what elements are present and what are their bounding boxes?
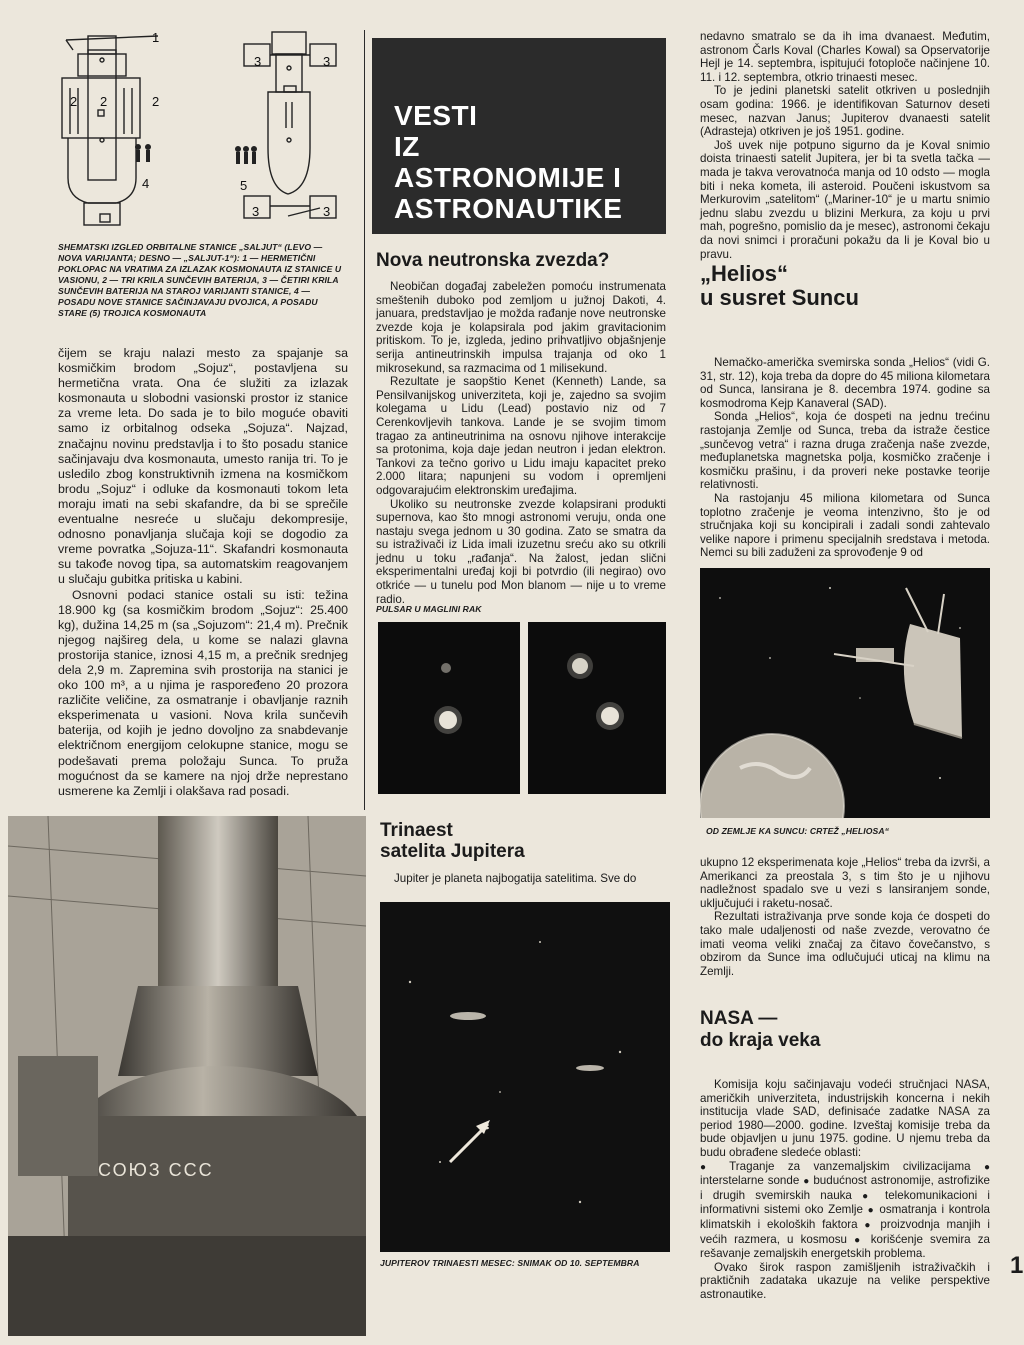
paragraph: To je jedini planetski satelit otkriven u poslednjih osam godina: 1966. je identifikovan Saturnov deseti mesec, nazvan Janus; Jupiterov dvanaesti satelit (Adrasteja) otkriven je još 1951. godine. xyxy=(700,84,990,139)
photo-lettering: СОЮЗ ССС xyxy=(98,1160,214,1180)
heading-line: u susret Suncu xyxy=(700,285,859,310)
banner-line: IZ xyxy=(394,131,420,162)
list-item: Traganje za vanzemaljskim civilizacijama xyxy=(729,1159,971,1173)
nasa-heading xyxy=(700,1008,990,1052)
bullet-icon: ● xyxy=(803,1176,814,1188)
helios-article-continued xyxy=(700,856,990,978)
heading-line: satelita Jupitera xyxy=(380,841,525,862)
diagram-label: 2 xyxy=(152,94,160,109)
diagram-label: 1 xyxy=(152,30,160,45)
pulsar-photo-left xyxy=(378,622,520,794)
paragraph: Ovako širok raspon zamišljenih istraživačkih i praktičnih zadataka ukazuje na velike perspektive astronautike. xyxy=(700,1260,990,1301)
paragraph: Ukoliko su neutronske zvezde kolapsirani produkti supernova, kao što mnogi astronomi veruju, onda one nastaju svega jednom u 30 godina. Zato se smatra da su istraživači iz Lida imali izuzetnu sreću ako su otkrili jednu u toku „rađanja“. Na žalost, jedan slični eksperimentalni uređaj koji bi potvrdio (ili negirao) ovo otkriće — u tunelu pod Mon blanom — nije u to vreme radio. xyxy=(376,497,666,606)
list-item: interstelarne sonde xyxy=(700,1174,800,1188)
bullet-icon: ● xyxy=(864,1219,881,1231)
jupiter-heading xyxy=(380,820,670,862)
helios-heading xyxy=(700,262,990,310)
saljut-diagram xyxy=(48,28,356,236)
paragraph: čijem se kraju nalazi mesto za spajanje sa kosmičkim brodom „Sojuz“, postavljena su hermetična vrata. Ona će služiti za izlazak kosmonauta u slobodni vasionski prostor iz stanice za vreme leta. Do sada je to bilo moguće obaviti samo iz orbitalnog odseka „Sojuza“. Najzad, značajnu novinu predstavlja i to što posadu stanice sačinjavaju dva kosmonauta, umesto ranija tri. To je usledilo zbog konstruktivnih izmena na kosmičkom brodu „Sojuz“ i odluke da kosmonauti tokom leta moraju imati na sebi skafandre, da bi se sprečile eventualne nesreće u slučaju dekompresije, odnosno ponavljanja slučaja koji se dogodio za vreme povratka „Sojuza-11“. Skafandri kosmonauta su takođe novog tipa, sa automatskim reagovanjem u slučaju gubitka pritiska u kabini. xyxy=(58,346,348,587)
heading-line: „Helios“ xyxy=(700,261,789,286)
saljut-article-body xyxy=(58,346,348,799)
paragraph: Nemačko-američka svemirska sonda „Helios“ (vidi G. 31, str. 12), koja treba da dopre do 45 miliona kilometara od Sunca, lansirana je 8. decembra 1974. godine sa kosmodroma Kejp Kanaveral (SAD). xyxy=(700,356,991,410)
column-divider xyxy=(364,30,365,810)
heading-line: do kraja veka xyxy=(700,1030,821,1051)
banner-line: ASTRONAUTIKE xyxy=(394,193,623,224)
heading-line: Trinaest xyxy=(380,820,453,841)
jupiter-caption: JUPITEROV TRINAESTI MESEC: SNIMAK OD 10. SEPTEMBRA xyxy=(380,1258,640,1268)
diagram-label: 3 xyxy=(323,54,331,69)
paragraph: Rezultate je saopštio Kenet (Kenneth) Lande, sa Pensilvanijskog univerziteta, koji je, zajedno sa svojim kolegama u Lidu (Lead) postavio niz od 7 Cerenkovljevih tankova. Lande je se svojim timom tragao za antineutrinima na osnovu njihove interakcije sa protonima, koja daje jedan neutron i jedan elektron. Tankovi za tečno gorivo u Lidu imaju kapacitet preko 2.000 litara; napunjeni su vodom i opremljeni odgovarajućim elektronskim uređajima. xyxy=(376,375,666,497)
paragraph: nedavno smatralo se da ih ima dvanaest. Međutim, astronom Čarls Koval (Charles Kowal) sa Opservatorije Hejl je 14. septembra, ispitujući fotoploče načinjene 10. 11. i 12. septembra, otkrio trinaesti mesec. xyxy=(700,30,990,84)
paragraph: Na rastojanju 45 miliona kilometara od Sunca toplotno zračenje je veoma intenzivno, što je od stručnjaka koji su koncipirali i zadali sondi zahtevalo velike napore i primenu specijalnih sredstava i metoda. Nemci su bili zaduženi za sprovođenje 9 od xyxy=(700,491,990,560)
banner-line: VESTI xyxy=(394,100,478,131)
bullet-icon: ● xyxy=(862,1190,886,1202)
paragraph: Neobičan događaj zabeležen pomoću instrumenata smeštenih duboko pod zemljom u južnoj Dakoti, 4. januara, predstavljao je možda rađanje nove neutronske zvezde koja je kolapsirala pod jakim gravitacionim pritiskom. To je, izgleda, jedino prihvatljivo objašnjenje serija antineutrinskih impulsa trajanja od oko 1 mikrosekund, sa razmacima od 1 milisekund. xyxy=(376,280,666,375)
diagram-caption: SHEMATSKI IZGLED ORBITALNE STANICE „SALJUT“ (LEVO — NOVA VARIJANTA; DESNO — „SALJUT-1“): 1 — HERMETIČNI POKLOPAC NA VRATIMA ZA IZLAZAK KOSMONAUTA IZ STANICE U VASIONU, 2 — TRI KRILA SUNČEVIH BATERIJA, 3 — ČETIRI KRILA SUNČEVIH BATERIJA NA STAROJ VARIJANTI STANICE, 4 — POSADU NOVE STANICE SAČINJAVAJU DVOJICA, A POSADU STARE (5) TROJICA KOSMONAUTA xyxy=(58,242,342,318)
bullet-icon: ● xyxy=(700,1161,730,1173)
diagram-label: 2 xyxy=(70,94,78,109)
paragraph: Osnovni podaci stanice ostali su isti: težina 18.900 kg (sa kosmičkim brodom „Sojuz“: 25.400 kg), dužina 14,25 m (sa „Sojuzom“: 21,4 m). Prečnik njegog najšireg dela, u kome se nalazi glavna prostorija stanice, iznosi 4,15 m, a prečnik srednjeg dela 2,9 m. Zapremina svih prostorija na stanici je oko 100 m³, a u njima je raspoređeno 20 prozora različite veličine, za osmatranje i obavljanje raznih eksperimenata u vasioni. Nova krila sunčevih baterija, od kojih je jedno dovoljno za snabdevanje električnom energijom celokupne stanice, mogu se podešavati prema položaju Sunca. To pruža mogućnost da se kamere na njoj drže neprestano usmerene ka Zemlji i olakšava rad posadi. xyxy=(58,587,348,798)
jupiter-article-continued xyxy=(700,30,990,261)
section-banner xyxy=(372,38,666,234)
bullet-icon: ● xyxy=(854,1234,871,1246)
pulsar-photo-right xyxy=(528,622,666,794)
paragraph: Jupiter je planeta najbogatija satelitima. Sve do xyxy=(394,872,637,885)
helios-article-body xyxy=(700,356,990,560)
list-item: osmatranja i kontrola klimatskih i ekoloških faktora xyxy=(700,1203,990,1231)
paragraph: Rezultati istraživanja prve sonde koja će dospeti do tako male udaljenosti od naše zvezde, verovatno će imati veoma veliki značaj za čitavo čovečanstvo, s obzirom da Sunce ima odlučujući uticaj na klimu na Zemlji. xyxy=(700,910,990,978)
pulsar-caption: PULSAR U MAGLINI RAK xyxy=(376,604,482,614)
diagram-label: 3 xyxy=(254,54,262,69)
paragraph: Još uvek nije potpuno sigurno da je Koval snimio doista trinaesti satelit Jupitera, jer bi ta svetla tačka — mada je takva verovatnoća manja od 10 odsto — mogla biti i neka kometa, ili asteroid. Poučeni iskustvom sa Merkurovim „satelitom“ („Mariner-10“ je u martu snimio jednu slabu zvezdu u blizini Merkura, za koju u prvi mah, pogrešno, pomislio da je mesec), astronomi čekaju da novi snimci i proračuni pokažu da li je Koval bio u pravu. xyxy=(700,138,990,261)
bullet-icon: ● xyxy=(983,1161,990,1173)
diagram-label: 5 xyxy=(240,178,248,193)
list-item: budućnost astronomije, astrofizike i drugih svemirskih nauka xyxy=(700,1174,990,1202)
list-item: korišćenje svemira za rešavanje zemaljskih energetskih problema. xyxy=(700,1232,990,1261)
page-number: 1 xyxy=(1010,1252,1024,1279)
list-item: telekomunikacioni i informativni sistemi oko Zemlje xyxy=(700,1188,990,1217)
banner-line: ASTRONOMIJE I xyxy=(394,162,622,193)
jupiter-intro xyxy=(380,872,670,886)
helios-illustration xyxy=(700,568,990,818)
paragraph: Komisija koju sačinjavaju vodeći stručnjaci NASA, američkih univerziteta, industrijskih koncerna i nekih institucija vlade SAD, definisaće zadatke NASA za period 1980—2000. godine. Izveštaj komisije treba da bude objavljen u junu 1975. godine. U njemu treba da budu obrađene sledeće oblasti: xyxy=(700,1078,990,1159)
paragraph: Sonda „Helios“, koja će dospeti na jednu trećinu rastojanja Zemlje od Sunca, treba da istraže čestice „sunčevog vetra“ i razna druga zračenja naše zvezde, međuplanetska magnetska polja, kosmičko zračenje i kosmičku prašinu, i da proveri neke postavke teorije relativnosti. xyxy=(700,410,990,492)
neutron-article-body xyxy=(376,280,666,606)
diagram-label: 4 xyxy=(142,176,150,191)
bullet-icon: ● xyxy=(867,1205,880,1217)
heading-line: NASA — xyxy=(700,1008,778,1029)
nasa-areas-list xyxy=(700,1160,990,1261)
nasa-article-body xyxy=(700,1078,990,1302)
neutron-heading: Nova neutronska zvezda? xyxy=(376,250,610,271)
jupiter-moon-photo xyxy=(380,902,670,1252)
soyuz-exhibit-photo xyxy=(8,816,366,1336)
helios-caption: OD ZEMLJE KA SUNCU: CRTEŽ „HELIOSA“ xyxy=(706,826,890,836)
paragraph: ukupno 12 eksperimenata koje „Helios“ treba da izvrši, a Amerikanci za preostala 3, s tim što je u njihovu nadležnost spadalo sve u vezi s lansiranjem sonde, uključujući i raketu-nosač. xyxy=(700,856,990,910)
diagram-label: 3 xyxy=(323,204,331,219)
diagram-label: 2 xyxy=(100,94,108,109)
list-item: proizvodnja manjih i većih razmera, u kosmosu xyxy=(700,1217,990,1246)
diagram-label: 3 xyxy=(252,204,260,219)
